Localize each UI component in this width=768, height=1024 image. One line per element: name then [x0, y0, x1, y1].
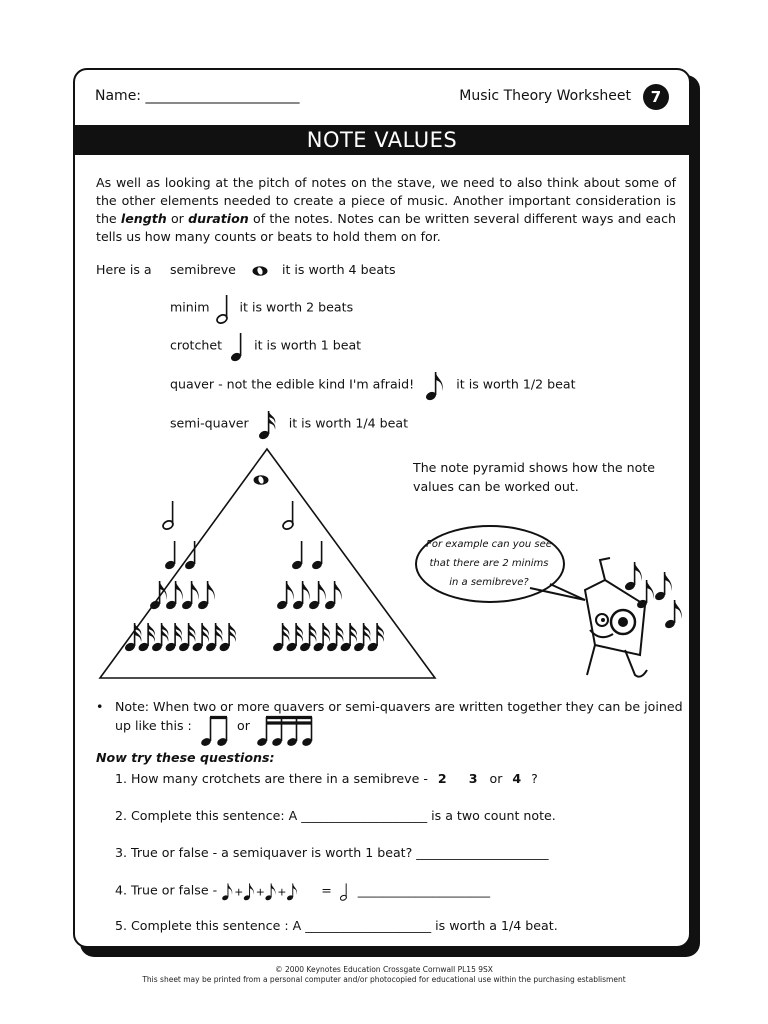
- worksheet: [73, 68, 691, 948]
- crotchet-note-icon: [230, 330, 246, 362]
- question-1: [115, 771, 538, 786]
- minim-value: it is worth 2 beats: [239, 299, 354, 315]
- joined-notes-or: or: [237, 718, 250, 733]
- svg-text:+: +: [234, 885, 244, 899]
- semiquaver-name: semi-quaver: [170, 415, 249, 431]
- pyramid-crotchet-note: [164, 541, 177, 571]
- pyramid-minim-note: [162, 501, 175, 531]
- minim-row: [170, 292, 353, 324]
- intro-length-word: length: [120, 211, 167, 226]
- question-4-blank: _____________________: [357, 882, 491, 898]
- joined-notes-line-1: Note: When two or more quavers or semi-quavers are written together they can be joined: [115, 699, 683, 714]
- intro-text-2: of the notes. Notes can be written several different ways and each tells us how many counts or beats to hold them on for.: [96, 211, 676, 244]
- pyramid-quaver-note: [276, 581, 294, 611]
- semibreve-value: it is worth 4 beats: [281, 262, 396, 277]
- intro-text-1: As well as looking at the pitch of notes on the stave, we need to also think about some of the other elements needed to create a piece of music. Another important consideration is the: [96, 175, 676, 226]
- question-2: 2. Complete this sentence: A ____________________ is a two count note.: [115, 808, 556, 823]
- pyramid-semiquaver-note: [218, 623, 236, 653]
- svg-text:+: +: [277, 885, 287, 899]
- question-1-option-4: 4: [512, 771, 522, 786]
- question-1-text: 1. How many crotchets are there in a semibreve -: [115, 771, 428, 786]
- question-4-quaver-sum: [221, 881, 317, 901]
- quaver-row: [170, 369, 576, 401]
- question-4-equals: =: [321, 882, 332, 898]
- semibreve-row: [170, 262, 396, 277]
- worksheet-title: Music Theory Worksheet: [459, 88, 631, 104]
- pyramid-quaver-note: [149, 581, 167, 611]
- speech-bubble-text: [425, 535, 553, 592]
- pyramid-semibreve-note: [254, 475, 269, 485]
- pyramid-crotchet-note: [291, 541, 304, 571]
- pyramid-quaver-note: [324, 581, 342, 611]
- joined-semiquavers-icon: [256, 714, 318, 748]
- quaver-note-icon: [424, 369, 446, 401]
- pyramid-semiquaver-note: [366, 623, 384, 653]
- pyramid-quaver-note: [292, 581, 310, 611]
- joined-quavers-icon: [200, 714, 230, 748]
- question-1-option-2: 2: [437, 771, 447, 786]
- intro-duration-word: duration: [188, 211, 249, 226]
- worksheet-number-badge: 7: [643, 84, 669, 110]
- quaver-value: it is worth 1/2 beat: [456, 376, 576, 392]
- pyramid-outline: [100, 449, 435, 678]
- name-field-label: Name: ______________________: [95, 88, 300, 104]
- pyramid-crotchet-note: [311, 541, 324, 571]
- semiquaver-row: [170, 408, 408, 440]
- speech-bubble-line-1: For example can you see: [426, 539, 552, 550]
- question-4: [115, 881, 490, 901]
- joined-notes-line-2: up like this :: [115, 718, 192, 733]
- pyramid-quaver-note: [308, 581, 326, 611]
- note-pyramid: [95, 444, 440, 684]
- crotchet-row: [170, 330, 361, 362]
- pyramid-description: [413, 458, 655, 496]
- usage-footer: This sheet may be printed from a personal computer and/or photocopied for educational use within the purchasing establisment: [142, 975, 626, 984]
- crotchet-value: it is worth 1 beat: [254, 337, 362, 353]
- page-title: NOTE VALUES: [73, 125, 691, 155]
- intro-paragraph: [96, 174, 676, 246]
- pyramid-quaver-note: [181, 581, 199, 611]
- intro-or-word: or: [170, 211, 184, 226]
- pyramid-description-line-1: The note pyramid shows how the note: [413, 460, 656, 475]
- crotchet-name: crotchet: [170, 337, 223, 353]
- semiquaver-note-icon: [257, 408, 279, 440]
- question-1-or: or: [489, 771, 503, 786]
- question-1-option-3: 3: [468, 771, 478, 786]
- pyramid-minim-note: [282, 501, 295, 531]
- semiquaver-value: it is worth 1/4 beat: [288, 415, 409, 431]
- question-1-end: ?: [531, 771, 538, 786]
- joined-notes-bullet: •: [96, 699, 104, 714]
- speech-bubble-line-2: that there are 2 minims: [429, 558, 549, 569]
- question-4-text: 4. True or false -: [115, 882, 218, 898]
- pyramid-description-line-2: values can be worked out.: [413, 479, 579, 494]
- quaver-name: quaver - not the edible kind I'm afraid!: [170, 376, 415, 392]
- minim-note-icon: [216, 292, 232, 324]
- speech-bubble-line-3: in a semibreve?: [449, 577, 529, 588]
- copyright-footer: © 2000 Keynotes Education Crossgate Cornwall PL15 9SX: [275, 965, 493, 974]
- question-4-minim-icon: [338, 881, 352, 901]
- svg-text:+: +: [255, 885, 266, 899]
- question-3: 3. True or false - a semiquaver is worth 1 beat? _____________________: [115, 845, 549, 860]
- semibreve-name: semibreve: [170, 262, 236, 277]
- here-is-a-label: Here is a: [96, 262, 152, 277]
- speaker-mascot-icon: [585, 558, 682, 677]
- minim-name: minim: [170, 299, 210, 315]
- questions-heading: Now try these questions:: [96, 750, 275, 765]
- semibreve-note-icon: [250, 265, 272, 277]
- question-5: 5. Complete this sentence : A ____________________ is worth a 1/4 beat.: [115, 918, 558, 933]
- pyramid-quaver-note: [197, 581, 215, 611]
